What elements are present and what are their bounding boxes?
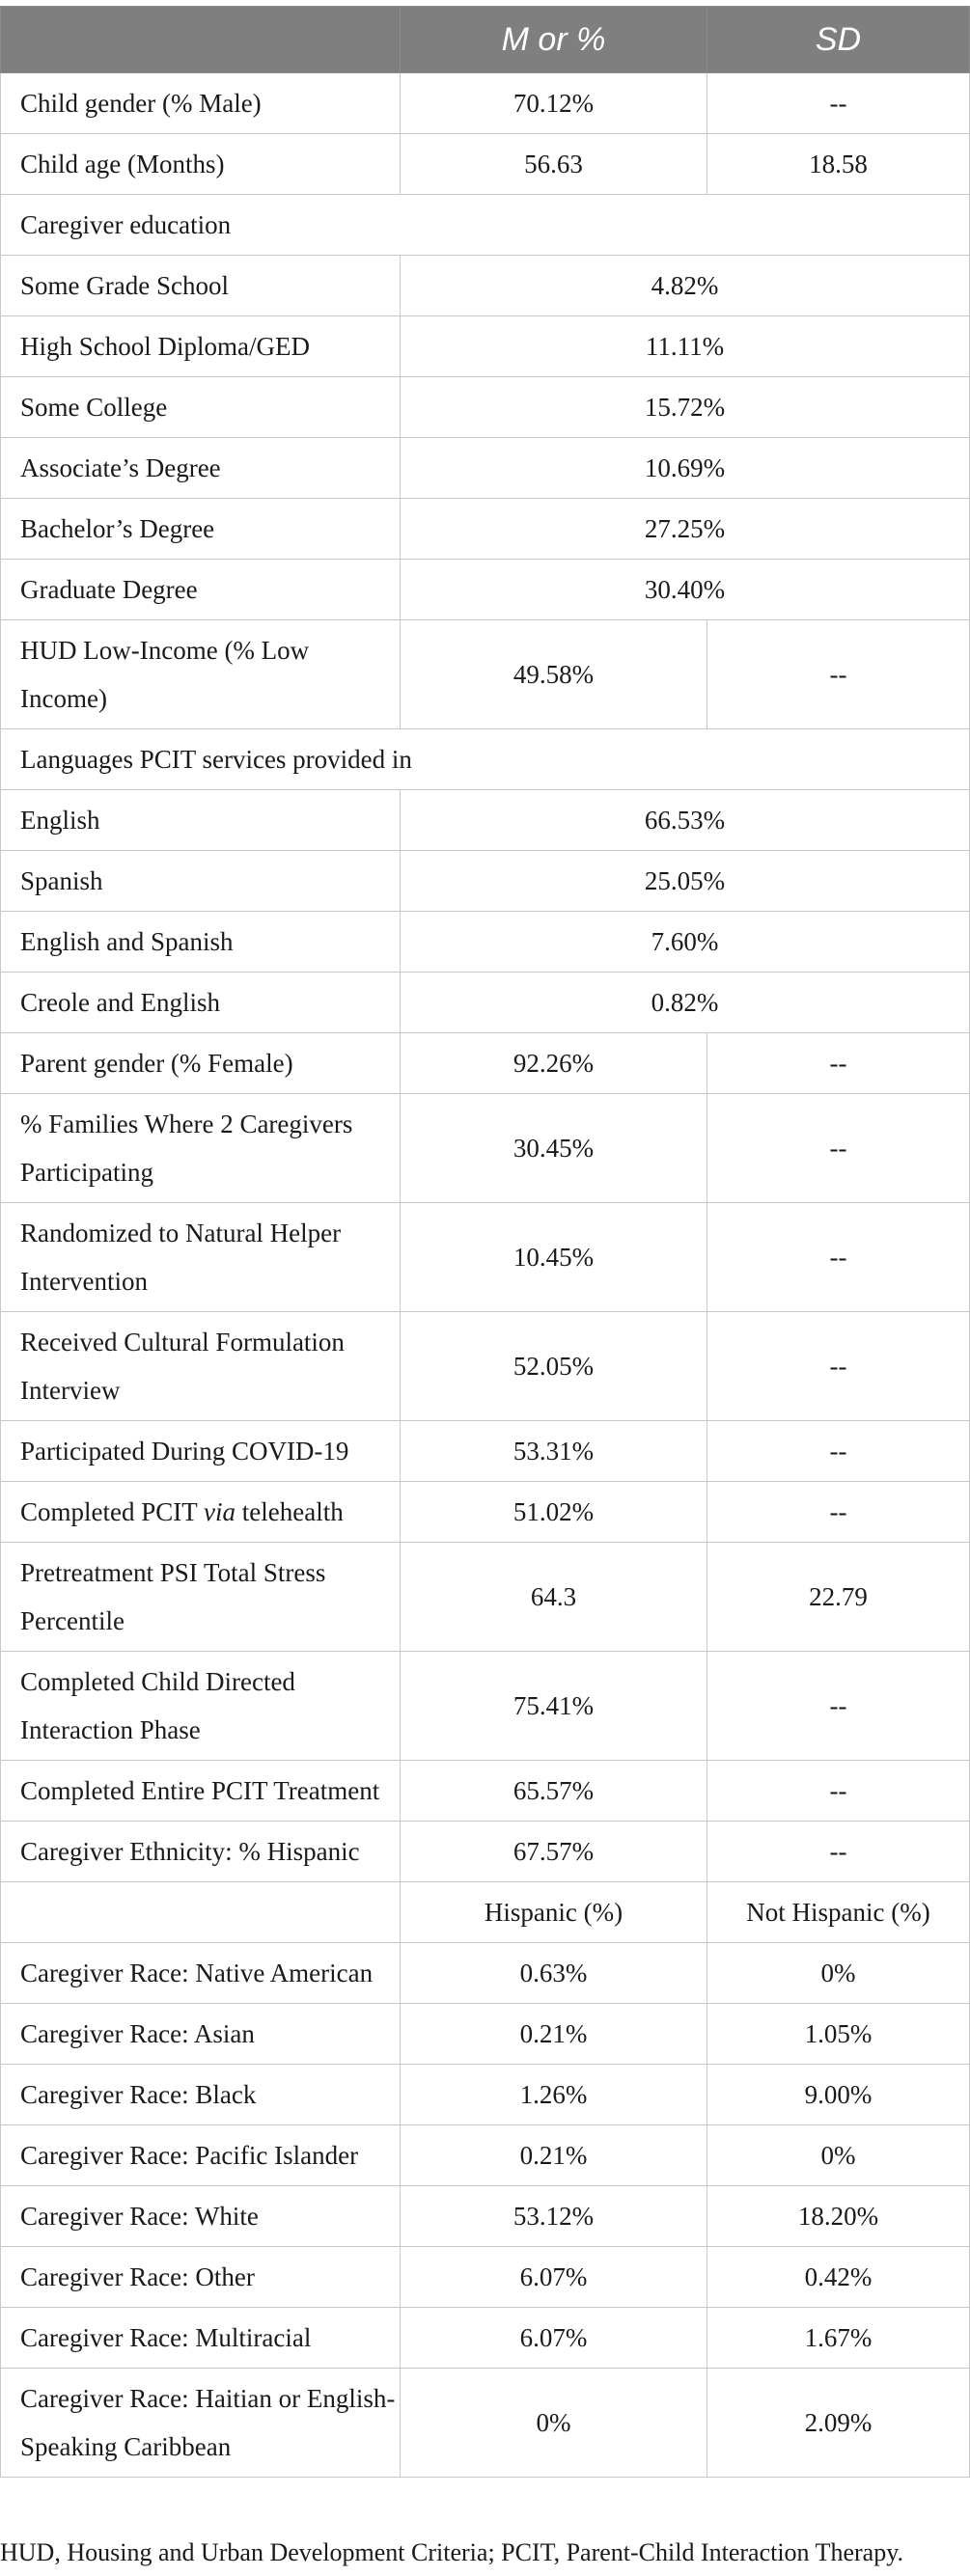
row-m: 51.02% <box>401 1482 707 1543</box>
table-row <box>1 316 970 377</box>
row-label: Graduate Degree <box>1 560 401 620</box>
table-row <box>1 973 970 1033</box>
row-label: Caregiver Race: Haitian or English-Speaking Caribbean <box>1 2369 401 2478</box>
table-row <box>1 2004 970 2065</box>
subheader-not-hispanic: Not Hispanic (%) <box>707 1882 970 1943</box>
table-row <box>1 1203 970 1312</box>
row-m: 64.3 <box>401 1543 707 1652</box>
header-sd: SD <box>707 7 970 73</box>
row-sd: -- <box>707 1421 970 1482</box>
table-row <box>1 1822 970 1882</box>
row-hispanic: 0% <box>401 2369 707 2478</box>
row-value: 4.82% <box>401 256 970 316</box>
table-row <box>1 912 970 973</box>
subheader-label <box>1 1882 401 1943</box>
row-sd: -- <box>707 620 970 729</box>
row-not-hispanic: 18.20% <box>707 2186 970 2247</box>
row-m: 92.26% <box>401 1033 707 1094</box>
row-value: 66.53% <box>401 790 970 851</box>
row-label: Child gender (% Male) <box>1 73 401 134</box>
subheader-hispanic: Hispanic (%) <box>401 1882 707 1943</box>
row-label: Spanish <box>1 851 401 912</box>
table-row <box>1 2125 970 2186</box>
table-row <box>1 2186 970 2247</box>
section-row <box>1 195 970 256</box>
row-sd: -- <box>707 1203 970 1312</box>
row-m: 49.58% <box>401 620 707 729</box>
row-m: 52.05% <box>401 1312 707 1421</box>
row-label: Completed Child Directed Interaction Phase <box>1 1652 401 1761</box>
row-label: HUD Low-Income (% Low Income) <box>1 620 401 729</box>
row-value: 0.82% <box>401 973 970 1033</box>
row-not-hispanic: 0.42% <box>707 2247 970 2308</box>
table-row <box>1 1482 970 1543</box>
row-label: Parent gender (% Female) <box>1 1033 401 1094</box>
row-m: 70.12% <box>401 73 707 134</box>
subheader-row <box>1 1882 970 1943</box>
row-label: Caregiver Race: Native American <box>1 1943 401 2004</box>
row-label: Caregiver Race: Multiracial <box>1 2308 401 2369</box>
row-value: 7.60% <box>401 912 970 973</box>
row-not-hispanic: 0% <box>707 1943 970 2004</box>
row-label: Bachelor’s Degree <box>1 499 401 560</box>
row-not-hispanic: 2.09% <box>707 2369 970 2478</box>
row-label: Caregiver Race: Asian <box>1 2004 401 2065</box>
label-italic: via <box>204 1497 236 1526</box>
row-label: % Families Where 2 Caregivers Participating <box>1 1094 401 1203</box>
row-label: Caregiver Ethnicity: % Hispanic <box>1 1822 401 1882</box>
row-not-hispanic: 1.67% <box>707 2308 970 2369</box>
row-value: 30.40% <box>401 560 970 620</box>
row-label: Participated During COVID-19 <box>1 1421 401 1482</box>
row-label: Received Cultural Formulation Interview <box>1 1312 401 1421</box>
row-sd: -- <box>707 1761 970 1822</box>
table-row <box>1 73 970 134</box>
table-row <box>1 1033 970 1094</box>
row-sd: -- <box>707 73 970 134</box>
row-label: Caregiver Race: Pacific Islander <box>1 2125 401 2186</box>
row-sd: -- <box>707 1094 970 1203</box>
table-row <box>1 620 970 729</box>
table-row <box>1 134 970 195</box>
table-row <box>1 1652 970 1761</box>
row-hispanic: 0.63% <box>401 1943 707 2004</box>
table-row <box>1 2369 970 2478</box>
table-footnote: HUD, Housing and Urban Development Criteria; PCIT, Parent-Child Interaction Therapy. <box>0 2538 904 2566</box>
row-label: High School Diploma/GED <box>1 316 401 377</box>
row-not-hispanic: 1.05% <box>707 2004 970 2065</box>
section-label: Caregiver education <box>1 195 970 256</box>
table-row <box>1 2308 970 2369</box>
row-label: Creole and English <box>1 973 401 1033</box>
row-label: Child age (Months) <box>1 134 401 195</box>
row-hispanic: 6.07% <box>401 2247 707 2308</box>
table-row <box>1 1094 970 1203</box>
row-label: Caregiver Race: White <box>1 2186 401 2247</box>
row-sd: -- <box>707 1652 970 1761</box>
header-m-or-percent: M or % <box>401 7 707 73</box>
row-sd: 18.58 <box>707 134 970 195</box>
row-sd: -- <box>707 1482 970 1543</box>
row-sd: -- <box>707 1033 970 1094</box>
table-row <box>1 1943 970 2004</box>
section-row <box>1 729 970 790</box>
row-m: 10.45% <box>401 1203 707 1312</box>
section-label: Languages PCIT services provided in <box>1 729 970 790</box>
row-not-hispanic: 0% <box>707 2125 970 2186</box>
table-row <box>1 1543 970 1652</box>
row-hispanic: 1.26% <box>401 2065 707 2125</box>
table-row <box>1 1761 970 1822</box>
row-m: 53.31% <box>401 1421 707 1482</box>
row-label <box>1 1482 401 1543</box>
table-header-row <box>1 7 970 73</box>
row-hispanic: 6.07% <box>401 2308 707 2369</box>
row-hispanic: 53.12% <box>401 2186 707 2247</box>
row-label: Pretreatment PSI Total Stress Percentile <box>1 1543 401 1652</box>
row-label: Caregiver Race: Black <box>1 2065 401 2125</box>
row-sd: 22.79 <box>707 1543 970 1652</box>
label-pre: Completed PCIT <box>20 1497 205 1526</box>
row-sd: -- <box>707 1822 970 1882</box>
demographics-table <box>0 6 970 2478</box>
label-post: telehealth <box>236 1497 344 1526</box>
row-m: 67.57% <box>401 1822 707 1882</box>
row-label: Completed Entire PCIT Treatment <box>1 1761 401 1822</box>
row-not-hispanic: 9.00% <box>707 2065 970 2125</box>
row-sd: -- <box>707 1312 970 1421</box>
row-value: 11.11% <box>401 316 970 377</box>
row-value: 27.25% <box>401 499 970 560</box>
table-row <box>1 1312 970 1421</box>
table-row <box>1 560 970 620</box>
table-row <box>1 790 970 851</box>
row-label: English and Spanish <box>1 912 401 973</box>
table-row <box>1 1421 970 1482</box>
row-label: Some Grade School <box>1 256 401 316</box>
row-label: Some College <box>1 377 401 438</box>
row-hispanic: 0.21% <box>401 2125 707 2186</box>
table-row <box>1 2065 970 2125</box>
table-row <box>1 377 970 438</box>
table-row <box>1 851 970 912</box>
row-label: Associate’s Degree <box>1 438 401 499</box>
table-row <box>1 438 970 499</box>
row-value: 25.05% <box>401 851 970 912</box>
row-m: 75.41% <box>401 1652 707 1761</box>
table-row <box>1 2247 970 2308</box>
table-row <box>1 256 970 316</box>
row-label: Caregiver Race: Other <box>1 2247 401 2308</box>
row-value: 10.69% <box>401 438 970 499</box>
row-m: 30.45% <box>401 1094 707 1203</box>
row-m: 65.57% <box>401 1761 707 1822</box>
header-label <box>1 7 401 73</box>
table-row <box>1 499 970 560</box>
row-value: 15.72% <box>401 377 970 438</box>
row-label: English <box>1 790 401 851</box>
row-label: Randomized to Natural Helper Intervention <box>1 1203 401 1312</box>
row-m: 56.63 <box>401 134 707 195</box>
row-hispanic: 0.21% <box>401 2004 707 2065</box>
